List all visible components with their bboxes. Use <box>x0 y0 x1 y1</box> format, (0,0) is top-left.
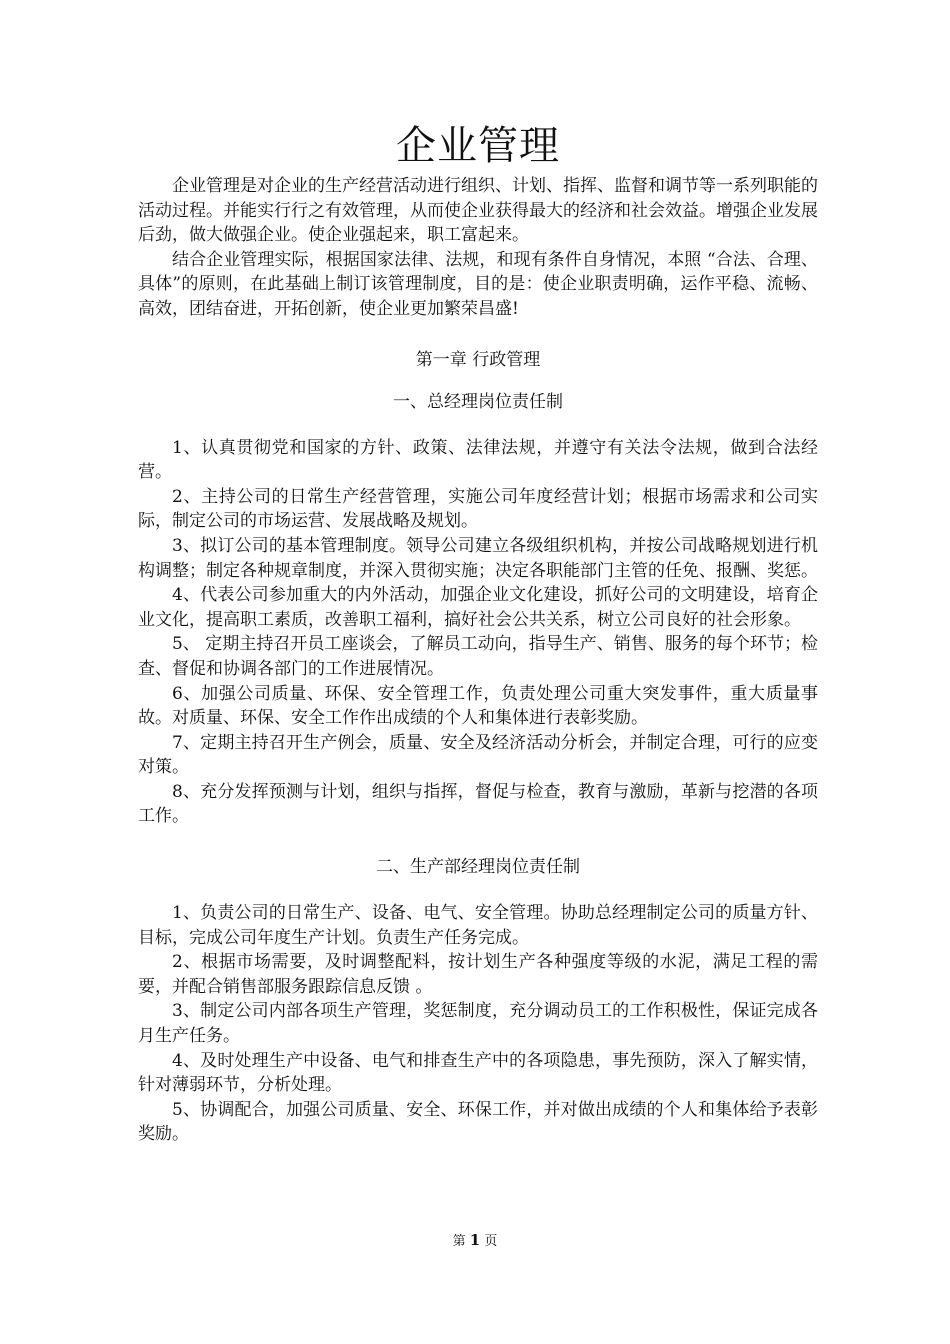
document-page <box>138 118 818 1147</box>
list-item: 2、根据市场需要，及时调整配料，按计划生产各种强度等级的水泥，满足工程的需要，并配合销售部服务跟踪信息反馈 。 <box>138 952 818 997</box>
page-footer <box>0 1230 950 1249</box>
list-item: 6、加强公司质量、环保、安全管理工作，负责处理公司重大突发事件，重大质量事故。对质量、环保、安全工作作出成绩的个人和集体进行表彰奖励。 <box>138 683 818 729</box>
page-number: 1 <box>469 1231 481 1249</box>
page-number-suffix: 页 <box>484 1234 498 1249</box>
list-item: 2、主持公司的日常生产经营管理，实施公司年度经营计划；根据市场需求和公司实际，制定公司的市场运营、发展战略及规划。 <box>138 486 818 532</box>
list-item: 5、协调配合，加强公司质量、安全、环保工作，并对做出成绩的个人和集体给予表彰奖励。 <box>138 1099 818 1145</box>
list-item: 7、定期主持召开生产例会，质量、安全及经济活动分析会，并制定合理，可行的应变对策。 <box>138 732 818 778</box>
intro-paragraph-1: 企业管理是对企业的生产经营活动进行组织、计划、指挥、监督和调节等一系列职能的活动过程。并能实行行之有效管理，从而使企业获得最大的经济和社会效益。增强企业发展后劲，做大做强企业。使企业强起来，职工富起来。 <box>138 176 818 246</box>
list-item: 3、拟订公司的基本管理制度。领导公司建立各级组织机构，并按公司战略规划进行机构调整；制定各种规章制度，并深入贯彻实施；决定各职能部门主管的任免、报酬、奖惩。 <box>138 535 818 581</box>
list-item: 8、充分发挥预测与计划，组织与指挥，督促与检查，教育与激励，革新与挖潜的各项工作。 <box>138 781 818 827</box>
section-2-heading: 二、生产部经理岗位责任制 <box>376 857 580 878</box>
list-item: 1、负责公司的日常生产、设备、电气、安全管理。协助总经理制定公司的质量方针、目标，完成公司年度生产计划。负责生产任务完成。 <box>138 903 818 948</box>
chapter-title: 第一章 行政管理 <box>415 349 541 370</box>
list-item: 4、代表公司参加重大的内外活动，加强企业文化建设，抓好公司的文明建设，培育企业文化，提高职工素质，改善职工福利，搞好社会公共关系，树立公司良好的社会形象。 <box>138 585 818 630</box>
section-1-heading: 一、总经理岗位责任制 <box>393 391 563 412</box>
list-item: 1、认真贯彻党和国家的方针、政策、法律法规，并遵守有关法令法规，做到合法经营。 <box>138 437 818 483</box>
list-item: 5、 定期主持召开员工座谈会，了解员工动向，指导生产、销售、服务的每个环节；检查、督促和协调各部门的工作进展情况。 <box>138 634 818 679</box>
page-number-prefix: 第 <box>452 1234 466 1249</box>
intro-paragraph-2: 结合企业管理实际，根据国家法律、法规，和现有条件自身情况，本照 “合法、合理、具体”的原则，在此基础上制订该管理制度，目的是：使企业职责明确，运作平稳、流畅、高效，团结奋进，开拓创新，使企业更加繁荣昌盛! <box>138 249 818 319</box>
section-1-list <box>138 436 818 830</box>
list-item: 3、制定公司内部各项生产管理，奖惩制度，充分调动员工的工作积极性，保证完成各月生产任务。 <box>138 1001 818 1047</box>
section-2-list <box>138 901 818 1147</box>
document-title: 企业管理 <box>396 123 560 169</box>
list-item: 4、及时处理生产中设备、电气和排查生产中的各项隐患，事先预防，深入了解实情，针对薄弱环节，分析处理。 <box>138 1050 818 1096</box>
